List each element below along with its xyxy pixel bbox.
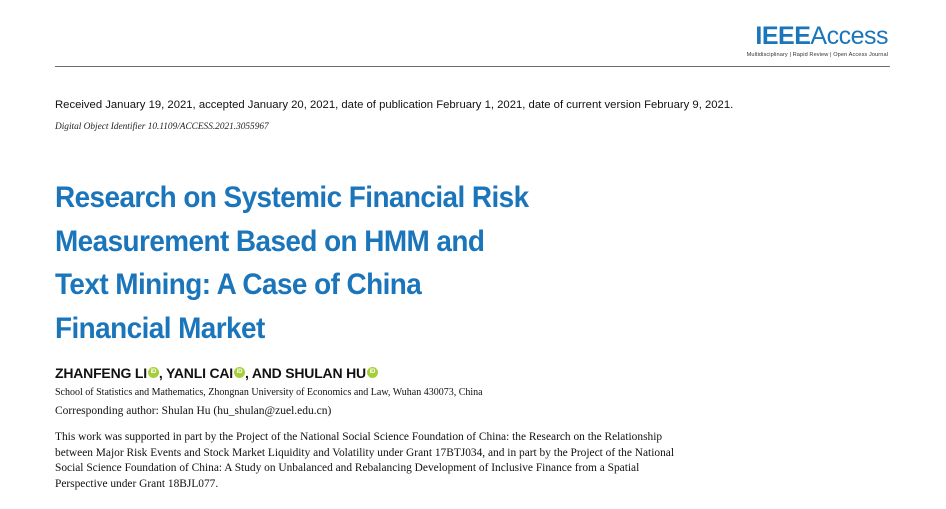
author-separator: , AND — [244, 365, 286, 381]
title-line: Measurement Based on HMM and — [55, 224, 485, 258]
journal-logo — [747, 22, 888, 58]
title-line: Financial Market — [55, 311, 265, 345]
corresponding-author: Corresponding author: Shulan Hu (hu_shulan@zuel.edu.cn) — [55, 405, 332, 417]
orcid-icon[interactable]: iD — [148, 367, 159, 378]
author-name: ZHANFENG LI — [55, 365, 147, 381]
funding-line: This work was supported in part by the Project of the National Social Science Foundation of China: the Research on the Relationship — [55, 431, 663, 443]
author-separator: , — [158, 365, 167, 381]
funding-statement — [55, 430, 775, 492]
doi-line: Digital Object Identifier 10.1109/ACCESS.2021.3055967 — [55, 122, 269, 132]
title-line: Text Mining: A Case of China — [55, 268, 422, 301]
funding-line: between Major Risk Events and Stock Market Liquidity and Volatility under Grant 17BTJ034, and in part by the Project of the National — [55, 446, 674, 459]
funding-line: Perspective under Grant 18BJL077. — [55, 477, 219, 490]
logo-ieee-text: IEEE — [755, 22, 811, 50]
paper-title — [55, 176, 576, 350]
orcid-icon[interactable]: iD — [367, 367, 378, 378]
logo-tagline: Multidisciplinary | Rapid Review | Open Access Journal — [746, 52, 888, 58]
author-list — [55, 365, 378, 381]
funding-line: Social Science Foundation of China: A Study on Unbalanced and Rebalancing Development of Inclusive Finance from a Spatial — [55, 462, 640, 474]
affiliation: School of Statistics and Mathematics, Zhongnan University of Economics and Law, Wuhan 430073, China — [55, 387, 483, 398]
orcid-icon[interactable]: iD — [234, 367, 245, 378]
publication-dates: Received January 19, 2021, accepted January 20, 2021, date of publication February 1, 2021, date of current version February 9, 2021. — [55, 99, 734, 111]
logo-access-text: Access — [810, 22, 888, 50]
author-name: SHULAN HU — [285, 365, 366, 381]
header-divider — [55, 66, 890, 67]
author-name: YANLI CAI — [166, 365, 233, 381]
title-line: Research on Systemic Financial Risk — [55, 181, 529, 214]
